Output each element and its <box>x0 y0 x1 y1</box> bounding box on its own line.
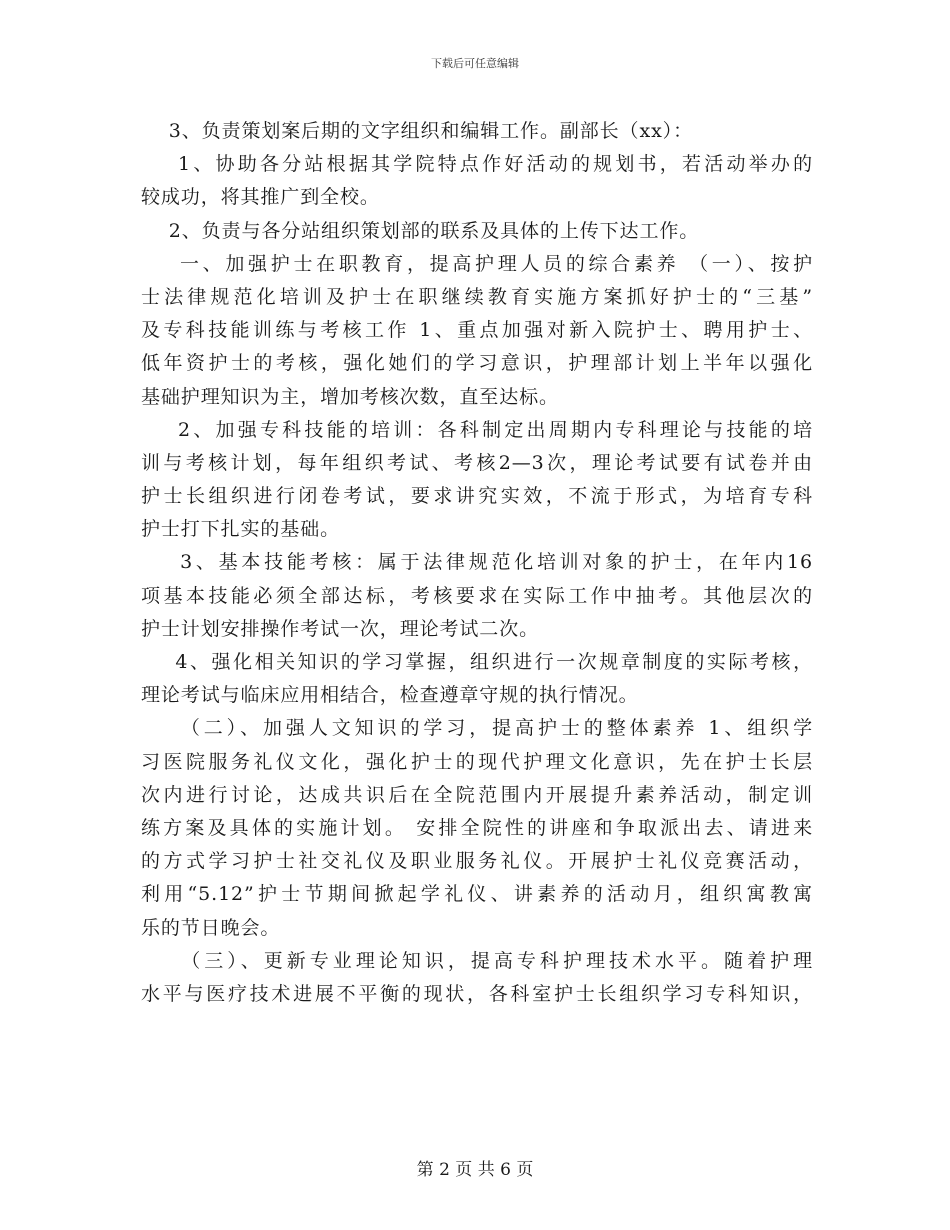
text-line: 习医院服务礼仪文化，强化护士的现代护理文化意识，先在护士长层 <box>141 750 813 773</box>
text-line: 的方式学习护士社交礼仪及职业服务礼仪。开展护士礼仪竞赛活动， <box>141 850 813 873</box>
text-line: 较成功，将其推广到全校。 <box>141 186 380 209</box>
text-line: （二）、加强人文知识的学习，提高护士的整体素养 1、组织学 <box>141 717 813 740</box>
text-line: 4、强化相关知识的学习掌握，组织进行一次规章制度的实际考核， <box>141 651 813 673</box>
text-line: 3、负责策划案后期的文字组织和编辑工作。副部长（xx）： <box>141 120 693 142</box>
text-line: （三）、更新专业理论知识，提高专科护理技术水平。随着护理 <box>141 949 813 972</box>
text-line: 训与考核计划，每年组织考试、考核2—3次，理论考试要有试卷并由 <box>141 451 813 474</box>
text-line: 及专科技能训练与考核工作 1、重点加强对新入院护士、聘用护士、 <box>141 319 813 342</box>
text-line: 2、加强专科技能的培训：各科制定出周期内专科理论与技能的培 <box>141 418 813 441</box>
page-number-footer: 第 2 页 共 6 页 <box>416 1160 534 1180</box>
text-line: 练方案及具体的实施计划。 安排全院性的讲座和争取派出去、请进来 <box>141 816 813 839</box>
document-body <box>141 115 813 1011</box>
text-line: 低年资护士的考核，强化她们的学习意识，护理部计划上半年以强化 <box>141 352 813 375</box>
page-header: 下载后可任意编辑 <box>431 57 519 70</box>
text-line: 次内进行讨论，达成共识后在全院范围内开展提升素养活动，制定训 <box>141 783 813 806</box>
text-line: 1、协助各分站根据其学院特点作好活动的规划书，若活动举办的 <box>141 153 813 176</box>
text-line: 项基本技能必须全部达标，考核要求在实际工作中抽考。其他层次的 <box>141 584 813 607</box>
text-line: 一、加强护士在职教育，提高护理人员的综合素养 （一）、按护 <box>141 252 813 275</box>
text-line: 2、负责与各分站组织策划部的联系及具体的上传下达工作。 <box>141 219 700 242</box>
text-line: 利用“5.12”护士节期间掀起学礼仪、讲素养的活动月，组织寓教寓 <box>141 883 813 906</box>
text-line: 基础护理知识为主，增加考核次数，直至达标。 <box>141 385 559 408</box>
text-line: 士法律规范化培训及护士在职继续教育实施方案抓好护士的“三基” <box>141 285 813 308</box>
text-line: 理论考试与临床应用相结合，检查遵章守规的执行情况。 <box>141 684 639 707</box>
text-line: 护士长组织进行闭卷考试，要求讲究实效，不流于形式，为培育专科 <box>141 485 813 508</box>
text-line: 护士计划安排操作考试一次，理论考试二次。 <box>141 617 540 640</box>
text-line: 乐的节日晚会。 <box>141 916 281 939</box>
text-line: 护士打下扎实的基础。 <box>141 518 341 541</box>
text-line: 3、基本技能考核：属于法律规范化培训对象的护士，在年内16 <box>141 551 813 574</box>
text-line: 水平与医疗技术进展不平衡的现状，各科室护士长组织学习专科知识， <box>141 982 813 1005</box>
